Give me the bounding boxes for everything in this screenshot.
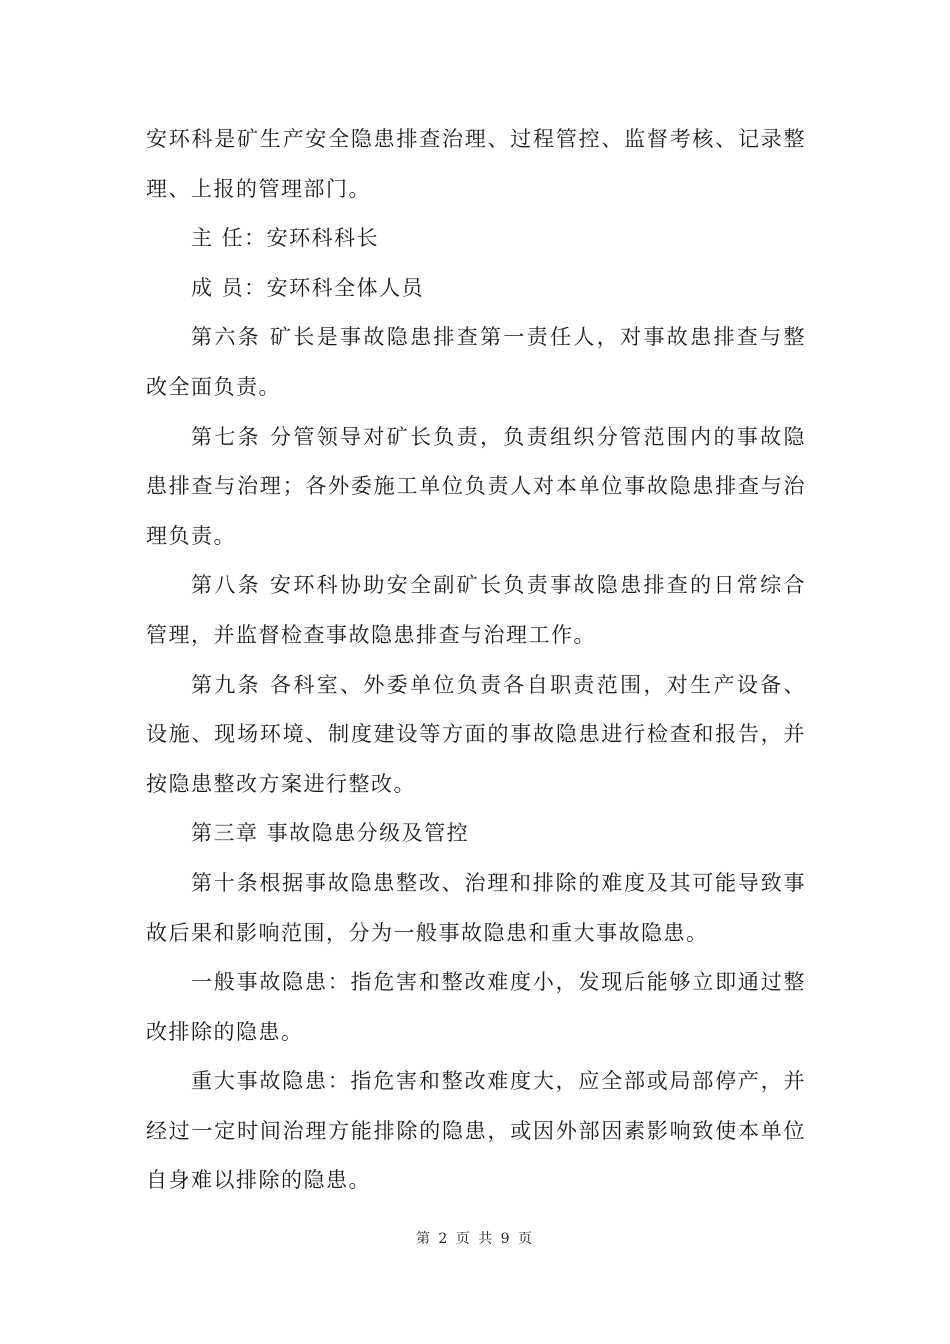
paragraph-members: 成 员：安环科全体人员 [191,275,425,300]
chapter-3-heading: 第三章 事故隐患分级及管控 [191,821,470,846]
document-body [146,115,806,1206]
general-hazard-definition: 一般事故隐患：指危害和整改难度小，发现后能够立即通过整改排除的隐患。 [146,970,806,1044]
article-9: 第九条 各科室、外委单位负责各自职责范围，对生产设备、设施、现场环境、制度建设等方面的事故隐患进行检查和报告，并按隐患整改方案进行整改。 [146,672,806,796]
page-number-footer: 第 2 页 共 9 页 [415,1231,535,1247]
article-7: 第七条 分管领导对矿长负责，负责组织分管范围内的事故隐患排查与治理；各外委施工单位负责人对本单位事故隐患排查与治理负责。 [146,424,806,548]
article-6: 第六条 矿长是事故隐患排查第一责任人，对事故患排查与整改全面负责。 [146,325,806,399]
article-10: 第十条根据事故隐患整改、治理和排除的难度及其可能导致事故后果和影响范围，分为一般事故隐患和重大事故隐患。 [146,870,806,945]
major-hazard-definition: 重大事故隐患：指危害和整改难度大，应全部或局部停产，并经过一定时间治理方能排除的隐患，或因外部因素影响致使本单位自身难以排除的隐患。 [146,1069,806,1193]
paragraph-1: 安环科是矿生产安全隐患排查治理、过程管控、监督考核、记录整理、上报的管理部门。 [146,127,806,201]
article-8: 第八条 安环科协助安全副矿长负责事故隐患排查的日常综合管理，并监督检查事故隐患排查与治理工作。 [146,573,806,647]
paragraph-director: 主 任：安环科科长 [191,226,380,251]
